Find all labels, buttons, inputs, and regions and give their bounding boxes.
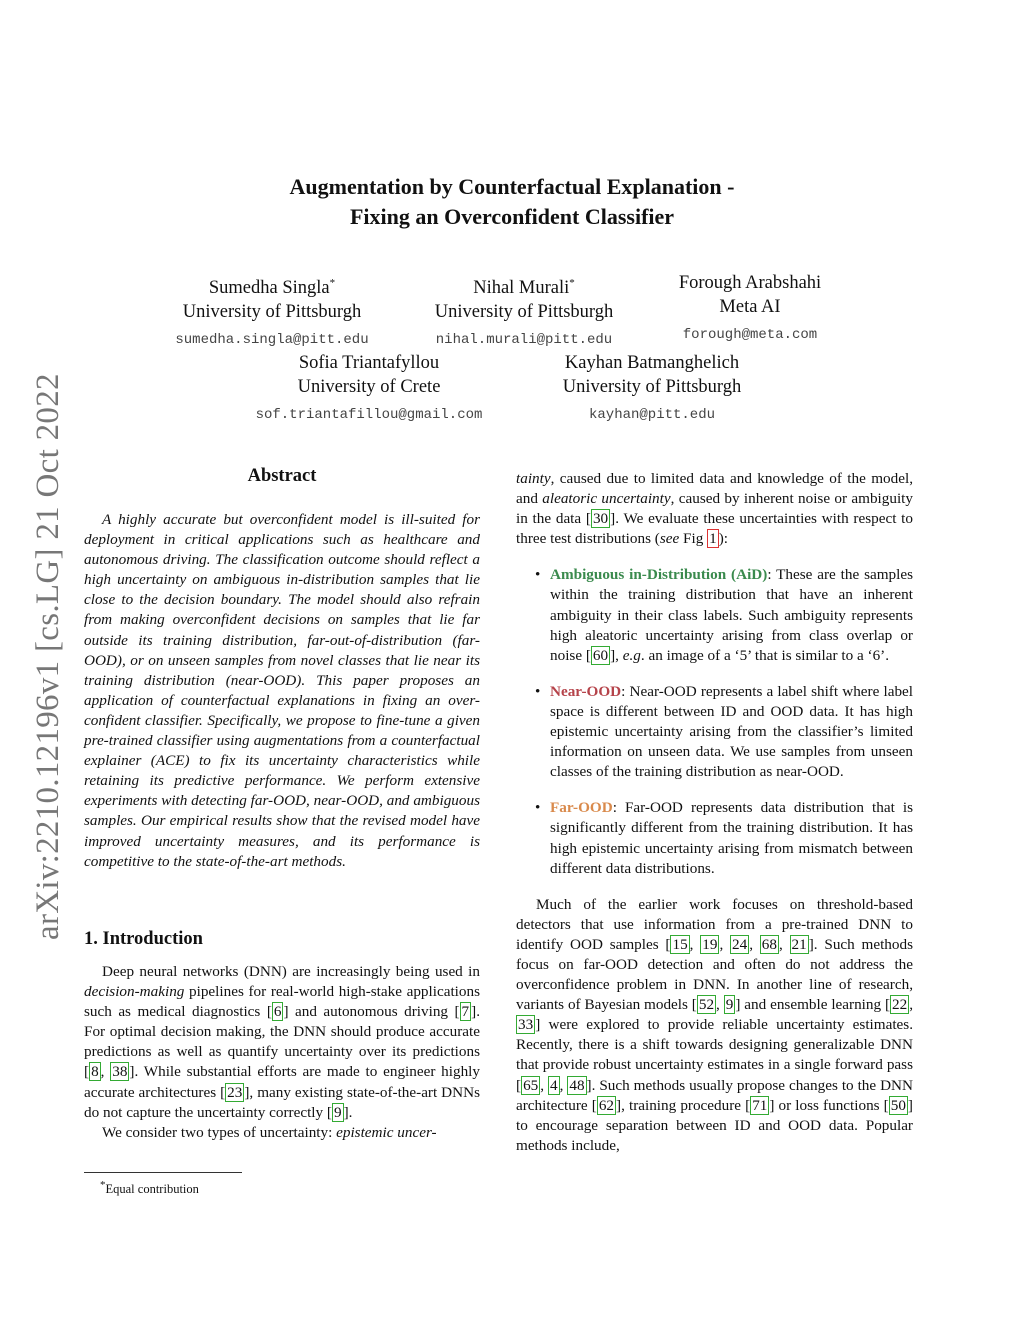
introduction-heading: 1. Introduction (84, 929, 203, 949)
citation-link[interactable]: 48 (569, 1076, 585, 1094)
citation-link[interactable]: 71 (752, 1096, 768, 1114)
author-email[interactable]: forough@meta.com (682, 327, 818, 343)
far-ood-label: Far-OOD (550, 799, 613, 817)
right-column-body (516, 469, 913, 1156)
citation-link[interactable]: 19 (702, 935, 718, 953)
abstract-heading: Abstract (247, 466, 317, 486)
introduction-body (84, 962, 480, 1143)
author-block (650, 271, 850, 347)
distribution-list (516, 565, 913, 878)
equal-contribution-mark: * (329, 277, 336, 289)
citation-link[interactable]: 8 (91, 1063, 99, 1081)
paper-title (0, 172, 1024, 232)
figure-link[interactable]: 1 (709, 530, 717, 548)
intro-paragraph-1: Deep neural networks (DNN) are increasingly being used in decision-making pipelines for real-world high-stake applications such as medical diagnostics [ 6 ] and autonomous driving [ 7 ]. For optimal decision making, the DNN should produce accurate predictions as well as quantify uncertainty over its predictions [ 8 , 38 ]. While substantial efforts are made to engineer highly accurate architectures [ 23 ], many existing state-of-the-art DNNs do not capture the uncertainty correctly [ 9 ]. (84, 963, 480, 1121)
citation-link[interactable]: 22 (892, 996, 908, 1014)
author-affiliation: University of Crete (297, 377, 441, 397)
author-block (424, 271, 624, 352)
citation-link[interactable]: 60 (592, 646, 609, 664)
author-block (552, 351, 752, 427)
citation-link[interactable]: 33 (518, 1016, 534, 1034)
citation-link[interactable]: 65 (523, 1076, 539, 1094)
near-ood-label: Near-OOD (550, 682, 622, 700)
citation-link[interactable]: 15 (672, 935, 688, 953)
author-email[interactable]: sumedha.singla@pitt.edu (175, 332, 369, 349)
citation-link[interactable]: 68 (761, 935, 777, 953)
citation-link[interactable]: 9 (333, 1103, 342, 1121)
list-item: • Far-OOD: Far-OOD represents data distribution that is significantly different from the training distribution. It has high epistemic uncertainty arising from mismatch between different data distributions. (516, 798, 913, 878)
author-name: Kayhan Batmanghelich (564, 353, 740, 373)
uncertainty-paragraph: tainty, caused due to limited data and knowledge of the model, and aleatoric uncertainty, caused by inherent noise or ambiguity in the data [ 30 ]. We evaluate these uncertainties with respect to three test distributions (see Fig 1 ): (516, 470, 913, 548)
title-line-2: Fixing an Overconfident Classifier (349, 204, 675, 229)
author-name: Nihal Murali (473, 278, 570, 299)
abstract-text: A highly accurate but overconfident model is ill-suited for deployment in critical applications such as healthcare and autonomous driving. The classification outcome should reflect a high uncertainty on ambiguous in-distribution samples that lie close to the decision boundary. The model should also refrain from making overconfident decisions on samples that lie far outside its training distribution, far-out-of-distribution (far-OOD), or on unseen samples from novel classes that lie near its training distribution (near-OOD). This paper proposes an application of counterfactual explanations in fixing an over-confident classifier. Specifically, we propose to fine-tune a given pre-trained classifier using augmentations from a counterfactual explainer (ACE) to fix its uncertainty characteristics while retaining its predictive performance. We perform extensive experiments with detecting far-OOD, near-OOD, and ambiguous samples. Our empirical results show that the revised model have improved uncertainty measures, and its performance is competitive to the state-of-the-art methods. (84, 511, 480, 870)
citation-link[interactable]: 38 (112, 1063, 128, 1081)
citation-link[interactable]: 62 (598, 1096, 615, 1114)
title-line-1: Augmentation by Counterfactual Explanation - (289, 174, 735, 199)
citation-link[interactable]: 9 (725, 996, 734, 1014)
author-affiliation: Meta AI (719, 297, 781, 317)
author-affiliation: University of Pittsburgh (434, 302, 614, 323)
citation-link[interactable]: 21 (791, 935, 807, 953)
citation-link[interactable]: 50 (890, 1096, 906, 1114)
author-email[interactable]: sof.triantafillou@gmail.com (255, 407, 483, 423)
author-block (172, 271, 372, 352)
list-item: • Near-OOD: Near-OOD represents a label shift where label space is different between ID and OOD data. It has high epistemic uncertainty arising from the classifier’s limited information on unseen data. We use samples from unseen classes of the training distribution as near-OOD. (516, 682, 913, 782)
footnote-rule (84, 1172, 242, 1173)
citation-link[interactable]: 4 (550, 1076, 558, 1094)
citation-link[interactable]: 30 (592, 510, 609, 528)
author-block (250, 351, 488, 427)
author-name: Sofia Triantafyllou (298, 353, 440, 373)
author-name: Sumedha Singla (208, 278, 330, 299)
footnote-mark: * (100, 1179, 106, 1191)
list-item: • Ambiguous in-Distribution (AiD): These are the samples within the training distribution that have an inherent ambiguity in their class labels. Such ambiguity represents high aleatoric uncertainty arising from class overlap or noise [ 60 ], e.g. an image of a ‘5’ that is similar to a ‘6’. (516, 565, 913, 665)
citation-link[interactable]: 6 (273, 1003, 282, 1021)
related-work-paragraph: Much of the earlier work focuses on threshold-based detectors that use information from a pre-trained DNN to identify OOD samples [ 15 , 19 , 24 , 68 , 21 ]. Such methods focus on far-OOD detection and often do not address the overconfidence problem in DNN. In another line of research, variants of Bayesian models [ 52 , 9 ] and ensemble learning [ 22 , 33 ] were explored to provide reliable uncertainty estimates. Recently, there is a shift towards designing generalizable DNN that provide robust uncertainty estimates in a single forward pass [ 65 , 4 , 48 ]. Such methods usually propose changes to the DNN architecture [ 62 ], training procedure [ 71 ] or loss functions [ 50 ] to encourage separation between ID and OOD data. Popular methods include, (516, 895, 913, 1154)
citation-link[interactable]: 52 (698, 996, 715, 1014)
author-email[interactable]: nihal.murali@pitt.edu (435, 332, 613, 349)
author-email[interactable]: kayhan@pitt.edu (588, 407, 716, 423)
citation-link[interactable]: 24 (732, 935, 748, 953)
author-name: Forough Arabshahi (678, 273, 822, 293)
author-affiliation: University of Pittsburgh (562, 377, 742, 397)
author-affiliation: University of Pittsburgh (182, 302, 362, 323)
citation-link[interactable]: 7 (461, 1003, 470, 1021)
footnote (100, 1179, 199, 1197)
arxiv-identifier: arXiv:2210.12196v1 [cs.LG] 21 Oct 2022 (30, 373, 66, 940)
citation-link[interactable]: 23 (227, 1083, 243, 1101)
footnote-text: Equal contribution (105, 1182, 199, 1197)
intro-paragraph-2: We consider two types of uncertainty: epistemic uncer- (102, 1123, 437, 1141)
equal-contribution-mark: * (569, 277, 575, 289)
aid-label: Ambiguous in-Distribution (AiD) (550, 566, 768, 584)
